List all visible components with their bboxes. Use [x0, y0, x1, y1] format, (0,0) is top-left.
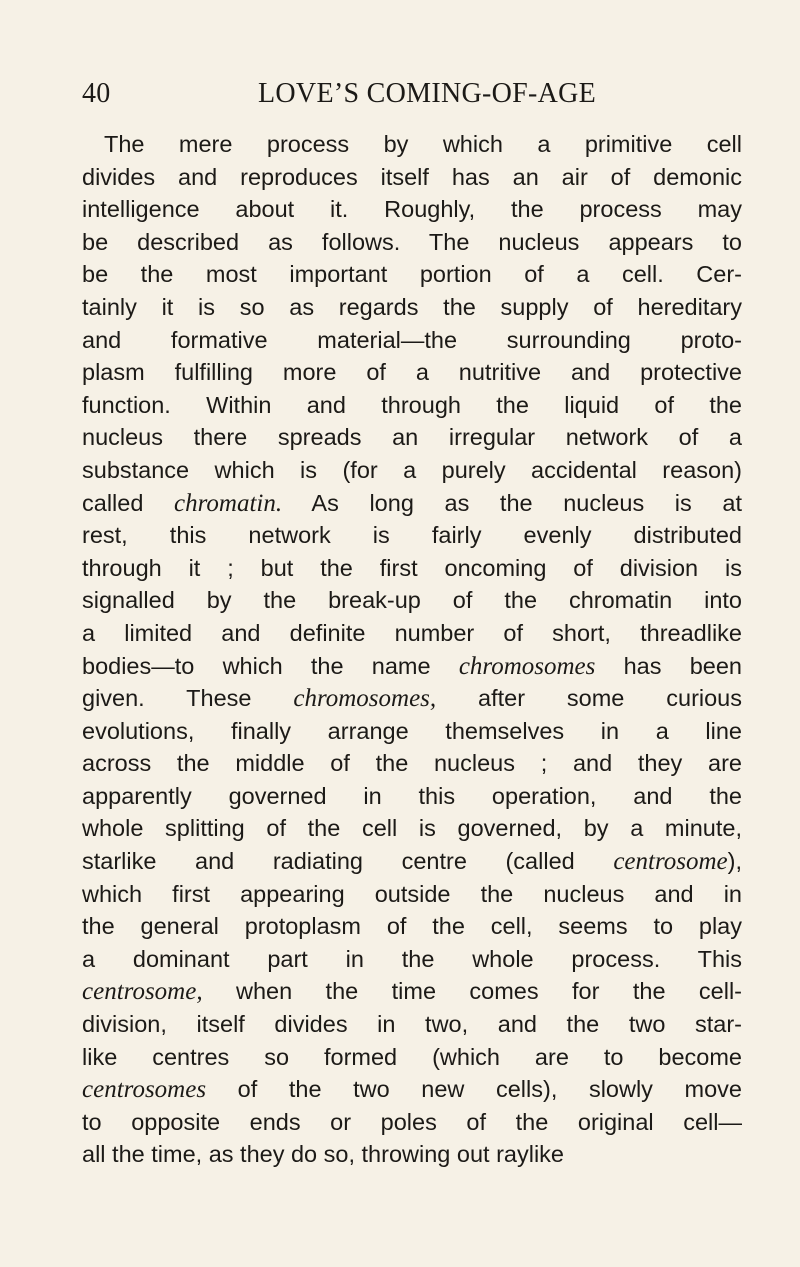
text-segment: the general protoplasm of the cell, seems to play	[82, 913, 742, 940]
text-line	[82, 454, 742, 487]
text-line	[82, 356, 742, 389]
text-line	[82, 780, 742, 813]
text-line	[82, 910, 742, 943]
italic-term: centrosome	[613, 848, 728, 876]
text-segment: As long as the nucleus is at	[282, 489, 742, 516]
text-line	[82, 324, 742, 357]
text-segment: like centres so formed (which are to become	[82, 1043, 742, 1070]
text-segment: nucleus there spreads an irregular network of a	[82, 424, 742, 451]
italic-term: centrosomes	[82, 1076, 207, 1104]
text-line	[82, 291, 742, 324]
text-line	[82, 617, 742, 650]
text-segment: whole splitting of the cell is governed, by a minute,	[82, 815, 742, 842]
text-segment: function. Within and through the liquid of the	[82, 391, 742, 418]
text-line	[82, 943, 742, 976]
text-line	[82, 1106, 742, 1139]
text-line	[82, 1073, 742, 1106]
text-line	[82, 552, 742, 585]
text-line	[82, 1041, 742, 1074]
text-segment: through it ; but the first oncoming of division is	[82, 554, 742, 581]
text-line	[82, 1008, 742, 1041]
text-segment: division, itself divides in two, and the two star-	[82, 1011, 742, 1038]
text-segment: to opposite ends or poles of the original cell—	[82, 1108, 742, 1135]
body-text	[82, 128, 742, 1171]
text-line	[82, 421, 742, 454]
text-line	[82, 845, 742, 878]
text-line	[82, 878, 742, 911]
text-line	[82, 128, 742, 161]
text-line	[82, 193, 742, 226]
text-line	[82, 812, 742, 845]
text-line	[82, 584, 742, 617]
italic-term: centrosome,	[82, 978, 203, 1006]
text-segment: intelligence about it. Roughly, the process may	[82, 196, 742, 223]
text-segment: after some curious	[436, 685, 742, 712]
text-line	[82, 975, 742, 1008]
text-line	[82, 650, 742, 683]
text-segment: which first appearing outside the nucleus and in	[82, 880, 742, 907]
italic-term: chromosomes,	[293, 685, 437, 713]
text-line	[82, 682, 742, 715]
text-segment: bodies—to which the name	[82, 652, 459, 679]
text-segment: ),	[727, 848, 742, 875]
text-segment: be described as follows. The nucleus appears to	[82, 228, 742, 255]
text-segment: called	[82, 489, 175, 516]
text-line	[82, 715, 742, 748]
text-line	[82, 226, 742, 259]
text-line	[82, 258, 742, 291]
running-head: LOVE’S COMING-OF-AGE	[258, 78, 597, 109]
text-segment: plasm fulfilling more of a nutritive and protective	[82, 359, 742, 386]
text-line	[82, 389, 742, 422]
text-segment: when the time comes for the cell-	[202, 978, 742, 1005]
text-segment: across the middle of the nucleus ; and they are	[82, 750, 742, 777]
text-segment: a dominant part in the whole process. This	[82, 945, 742, 972]
page-header	[82, 74, 732, 114]
text-segment: signalled by the break-up of the chromatin into	[82, 587, 742, 614]
text-segment: substance which is (for a purely accidental reason)	[82, 456, 742, 483]
text-segment: a limited and definite number of short, threadlike	[82, 619, 742, 646]
text-segment: divides and reproduces itself has an air of demonic	[82, 163, 742, 190]
text-segment: evolutions, finally arrange themselves in a line	[82, 717, 742, 744]
text-segment: starlike and radiating centre (called	[82, 848, 614, 875]
text-segment: apparently governed in this operation, and the	[82, 782, 742, 809]
text-line	[82, 1138, 742, 1171]
text-segment: The mere process by which a primitive cell	[104, 131, 742, 157]
text-line	[82, 747, 742, 780]
page-number: 40	[82, 78, 111, 109]
text-line	[82, 487, 742, 520]
italic-term: chromosomes	[458, 652, 596, 680]
text-segment: tainly it is so as regards the supply of hereditary	[82, 293, 742, 320]
text-segment: has been	[595, 652, 743, 679]
text-line	[82, 161, 742, 194]
text-segment: be the most important portion of a cell. Cer-	[82, 261, 742, 288]
text-segment: rest, this network is fairly evenly distributed	[82, 522, 742, 549]
text-segment: all the time, as they do so, throwing out raylike	[82, 1141, 564, 1168]
text-segment: of the two new cells), slowly move	[206, 1076, 742, 1103]
text-segment: given. These	[82, 685, 294, 712]
text-segment: and formative material—the surrounding proto-	[82, 326, 742, 353]
text-line	[82, 519, 742, 552]
italic-term: chromatin.	[174, 489, 283, 517]
